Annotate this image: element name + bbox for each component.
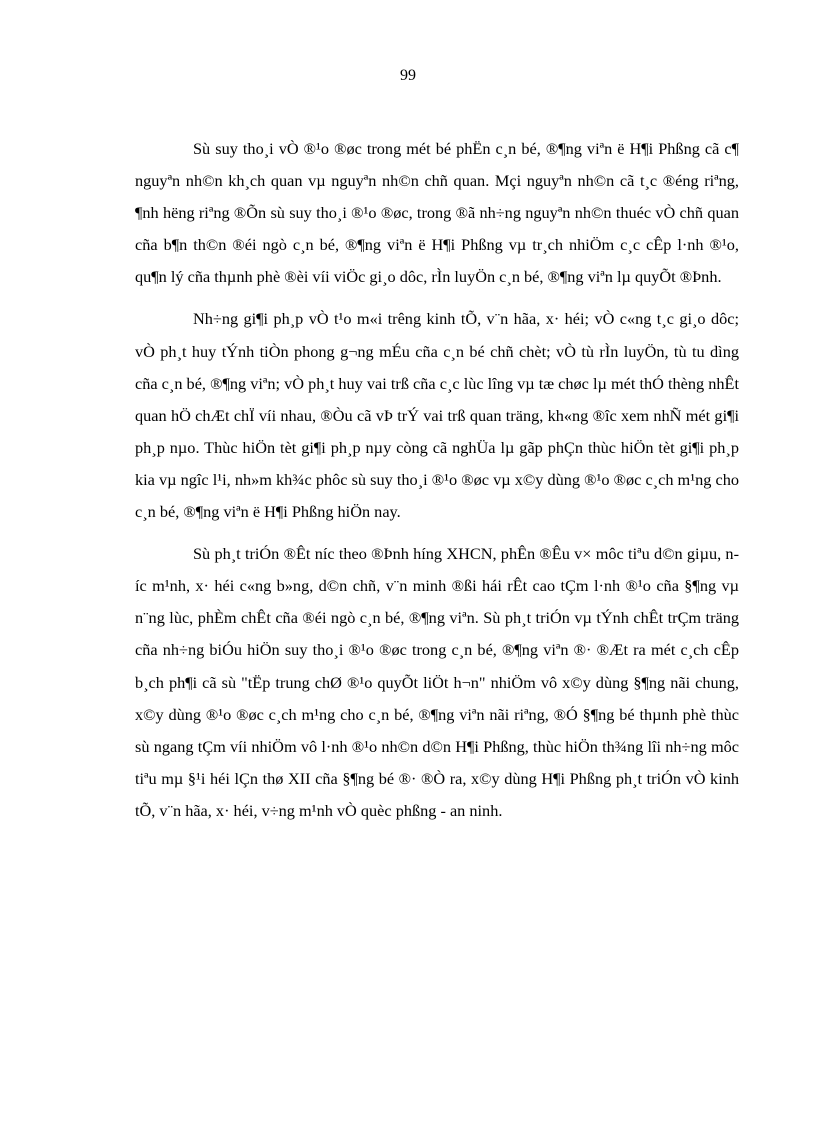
- page-number: 99: [400, 67, 416, 84]
- paragraph: Sù suy tho¸i vÒ ®¹o ®øc trong mét bé phËn c¸n bé, ®¶ng viªn ë H¶i Phßng cã c¶ nguyªn nh©n kh¸ch quan vµ nguyªn nh©n chñ quan. Mçi nguyªn nh©n cã t¸c ®éng riªng, ¶nh hëng riªng ®Õn sù suy tho¸i ®¹o ®øc, trong ®ã nh÷ng nguyªn nh©n thuéc vÒ chñ quan cña b¶n th©n ®éi ngò c¸n bé, ®¶ng viªn ë H¶i Phßng vµ tr¸ch nhiÖm c¸c cÊp l·nh ®¹o, qu¶n lý cña thµnh phè ®èi víi viÖc gi¸o dôc, rÌn luyÖn c¸n bé, ®¶ng viªn lµ quyÕt ®Þnh.: [135, 139, 739, 287]
- paragraph: Sù ph¸t triÓn ®Êt níc theo ®Þnh híng XHCN, phÊn ®Êu v× môc tiªu d©n giµu, níc m¹nh, x· héi c«ng b»ng, d©n chñ, v¨n minh ®ßi hái rÊt cao tÇm l·nh ®¹o cña §¶ng vµ n¨ng lùc, phÈm chÊt cña ®éi ngò c¸n bé, ®¶ng viªn. Sù ph¸t triÓn vµ tÝnh chÊt trÇm träng cña nh÷ng biÓu hiÖn suy tho¸i ®¹o ®øc trong c¸n bé, ®¶ng viªn ®· ®Æt ra mét c¸ch cÊp b¸ch ph¶i cã sù "tËp trung chØ ®¹o quyÕt liÖt h¬n" nhiÖm vô x©y dùng §¶ng nãi chung, x©y dùng ®¹o ®øc c¸ch m¹ng cho c¸n bé, ®¶ng viªn nãi riªng, ®Ó §¶ng bé thµnh phè thùc sù ngang tÇm víi nhiÖm vô l·nh ®¹o nh©n d©n H¶i Phßng, thùc hiÖn th¾ng lîi nh÷ng môc tiªu mµ §¹i héi lÇn thø XII cña §¶ng bé ®· ®Ò ra, x©y dùng H¶i Phßng ph¸t triÓn vÒ kinh tÕ, v¨n hãa, x· héi, v÷ng m¹nh vÒ quèc phßng - an ninh.: [135, 544, 739, 820]
- paragraph: Nh÷ng gi¶i ph¸p vÒ t¹o m«i trêng kinh tÕ, v¨n hãa, x· héi; vÒ c«ng t¸c gi¸o dôc; vÒ ph¸t huy tÝnh tiÒn phong g¬ng mÉu cña c¸n bé chñ chèt; vÒ tù rÌn luyÖn, tù tu dìng cña c¸n bé, ®¶ng viªn; vÒ ph¸t huy vai trß cña c¸c lùc lîng vµ tæ chøc lµ mét thÓ thèng nhÊt quan hÖ chÆt chÏ víi nhau, ®Òu cã vÞ trÝ vai trß quan träng, kh«ng ®îc xem nhÑ mét gi¶i ph¸p nµo. Thùc hiÖn tèt gi¶i ph¸p nµy còng cã nghÜa lµ gãp phÇn thùc hiÖn tèt gi¶i ph¸p kia vµ ngîc l¹i, nh»m kh¾c phôc sù suy tho¸i ®¹o ®øc vµ x©y dùng ®¹o ®øc c¸ch m¹ng cho c¸n bé, ®¶ng viªn ë H¶i Phßng hiÖn nay.: [135, 309, 739, 522]
- body-text: [135, 133, 739, 837]
